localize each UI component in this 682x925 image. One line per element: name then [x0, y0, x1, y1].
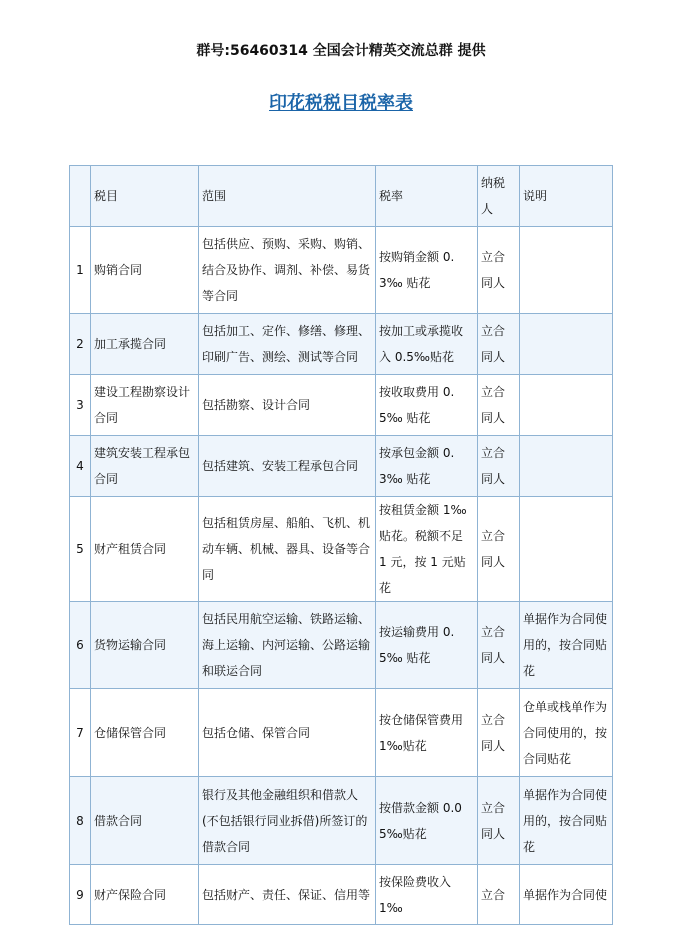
- row-rate: 按仓储保管费用 1‰贴花: [376, 689, 478, 777]
- page-header: 群号:56460314 全国会计精英交流总群 提供: [196, 43, 486, 59]
- row-rate: 按保险费收入 1‰: [376, 865, 478, 925]
- row-rate: 按租赁金额 1‰贴花。税额不足 1 元，按 1 元贴花: [376, 497, 478, 602]
- row-scope: 包括供应、预购、采购、购销、结合及协作、调剂、补偿、易货等合同: [199, 227, 376, 314]
- row-note: 仓单或栈单作为合同使用的，按合同贴花: [520, 689, 613, 777]
- row-scope: 包括财产、责任、保证、信用等: [199, 865, 376, 925]
- row-item: 购销合同: [91, 227, 199, 314]
- table-row: [70, 436, 613, 497]
- row-item: 货物运输合同: [91, 602, 199, 689]
- row-rate: 按运输费用 0.5‰ 贴花: [376, 602, 478, 689]
- row-scope: 包括民用航空运输、铁路运输、海上运输、内河运输、公路运输和联运合同: [199, 602, 376, 689]
- row-item: 借款合同: [91, 777, 199, 865]
- row-number: 1: [70, 227, 91, 314]
- row-item: 建设工程勘察设计合同: [91, 375, 199, 436]
- row-number: 7: [70, 689, 91, 777]
- table-row: [70, 314, 613, 375]
- row-payer: 立合同人: [478, 689, 520, 777]
- table-row: [70, 602, 613, 689]
- row-note: 单据作为合同使: [520, 865, 613, 925]
- row-number: 8: [70, 777, 91, 865]
- tax-rate-table: [69, 165, 613, 925]
- row-payer: 立合同人: [478, 497, 520, 602]
- table-row: [70, 375, 613, 436]
- row-note: [520, 227, 613, 314]
- row-number: 6: [70, 602, 91, 689]
- row-number: 5: [70, 497, 91, 602]
- row-payer: 立合同人: [478, 227, 520, 314]
- row-payer: 立合同人: [478, 602, 520, 689]
- row-rate: 按收取费用 0.5‰ 贴花: [376, 375, 478, 436]
- row-payer: 立合同人: [478, 375, 520, 436]
- row-rate: 按承包金额 0.3‰ 贴花: [376, 436, 478, 497]
- table-header-row: [70, 166, 613, 227]
- row-payer: 立合同人: [478, 314, 520, 375]
- table-row: [70, 497, 613, 602]
- page-title-link[interactable]: 印花税税目税率表: [269, 93, 413, 114]
- row-scope: 银行及其他金融组织和借款人(不包括银行同业拆借)所签订的借款合同: [199, 777, 376, 865]
- table-row: [70, 689, 613, 777]
- row-note: [520, 436, 613, 497]
- row-note: 单据作为合同使用的，按合同贴花: [520, 602, 613, 689]
- header-cell-item: 税目: [91, 166, 199, 227]
- header-cell-payer: 纳税人: [478, 166, 520, 227]
- row-scope: 包括租赁房屋、船舶、飞机、机动车辆、机械、器具、设备等合同: [199, 497, 376, 602]
- row-number: 2: [70, 314, 91, 375]
- table-row: [70, 865, 613, 925]
- row-scope: 包括勘察、设计合同: [199, 375, 376, 436]
- row-item: 建筑安装工程承包合同: [91, 436, 199, 497]
- header-cell-index: [70, 166, 91, 227]
- row-item: 财产保险合同: [91, 865, 199, 925]
- row-note: [520, 375, 613, 436]
- row-payer: 立合同人: [478, 777, 520, 865]
- row-number: 4: [70, 436, 91, 497]
- row-scope: 包括加工、定作、修缮、修理、印刷广告、测绘、测试等合同: [199, 314, 376, 375]
- row-rate: 按借款金额 0.05‰贴花: [376, 777, 478, 865]
- row-number: 3: [70, 375, 91, 436]
- row-note: 单据作为合同使用的，按合同贴花: [520, 777, 613, 865]
- row-scope: 包括仓储、保管合同: [199, 689, 376, 777]
- header-cell-scope: 范围: [199, 166, 376, 227]
- row-item: 仓储保管合同: [91, 689, 199, 777]
- table-row: [70, 777, 613, 865]
- header-cell-note: 说明: [520, 166, 613, 227]
- row-number: 9: [70, 865, 91, 925]
- row-note: [520, 497, 613, 602]
- page-title[interactable]: [0, 89, 682, 115]
- row-item: 财产租赁合同: [91, 497, 199, 602]
- row-payer: 立合同人: [478, 436, 520, 497]
- row-scope: 包括建筑、安装工程承包合同: [199, 436, 376, 497]
- row-payer: 立合: [478, 865, 520, 925]
- table-row: [70, 227, 613, 314]
- row-item: 加工承揽合同: [91, 314, 199, 375]
- header-cell-rate: 税率: [376, 166, 478, 227]
- row-rate: 按购销金额 0.3‰ 贴花: [376, 227, 478, 314]
- row-rate: 按加工或承揽收入 0.5‰贴花: [376, 314, 478, 375]
- row-note: [520, 314, 613, 375]
